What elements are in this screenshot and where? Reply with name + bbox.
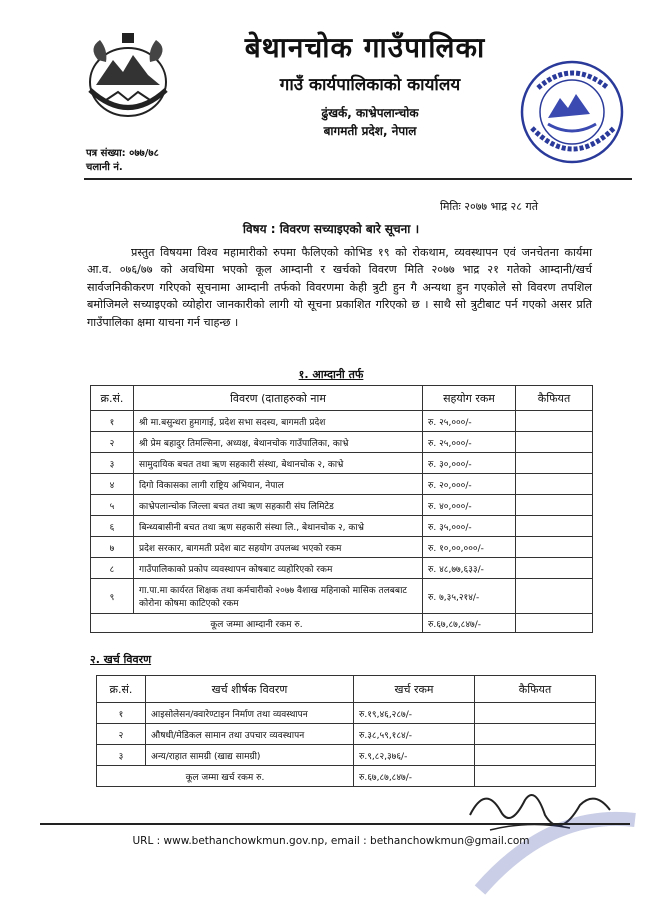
col-desc: विवरण (दाताहरुको नाम [134,386,423,411]
cell-desc: काभ्रेपलान्चोक जिल्ला बचत तथा ऋण सहकारी संघ लिमिटेड [134,495,423,516]
cell-remarks [516,516,593,537]
expense-heading: २. खर्च विवरण [90,653,152,666]
cell-desc: औषधी/मेडिकल सामान तथा उपचार व्यवस्थापन [146,724,354,745]
cell-desc: श्री प्रेम बहादुर तिमल्सिना, अध्यक्ष, बेथानचोक गाउँपालिका, काभ्रे [134,432,423,453]
cell-sn: २ [97,724,146,745]
cell-amount: रु. ३०,०००/- [423,453,516,474]
cell-amount: रु.३८,५९,१८४/- [354,724,475,745]
cell-remarks [516,558,593,579]
total-label: कूल जम्मा आम्दानी रकम रु. [91,614,423,633]
col-sn: क्र.सं. [91,386,134,411]
address-line-2: बागमती प्रदेश, नेपाल [323,124,417,138]
footer-divider [40,823,630,825]
footer-contact: URL : www.bethanchowkmun.gov.np, email : bethanchowkmun@gmail.com [132,835,530,847]
expense-table [96,675,596,787]
table-header-row [97,676,596,703]
header-divider [84,178,632,180]
cell-desc: बिन्ध्यबासीनी बचत तथा ऋण सहकारी संस्था लि., बेथानचोक २, काभ्रे [134,516,423,537]
col-sn: क्र.सं. [97,676,146,703]
cell-desc: सामुदायिक बचत तथा ऋण सहकारी संस्था, बेथानचोक २, काभ्रे [134,453,423,474]
total-label: कूल जम्मा खर्च रकम रु. [97,766,354,787]
cell-sn: ९ [91,579,134,614]
income-heading: १. आम्दानी तर्फ [298,368,364,381]
table-row [91,411,593,432]
table-header-row [91,386,593,411]
col-remarks: कैफियत [475,676,596,703]
office-subtitle: गाउँ कार्यपालिकाको कार्यालय [279,75,461,95]
cell-remarks [516,411,593,432]
body-text [87,244,592,331]
cell-amount: रु. २०,०००/- [423,474,516,495]
cell-desc: गा.पा.मा कार्यरत शिक्षक तथा कर्मचारीको २०७७ वैशाख महिनाको मासिक तलबबाट कोरोना कोषमा काटिएको रकम [134,579,423,614]
municipality-seal-icon [518,58,626,166]
col-desc: खर्च शीर्षक विवरण [146,676,354,703]
cell-sn: ८ [91,558,134,579]
cell-remarks [516,474,593,495]
reference-block [86,147,159,175]
body-paragraph: प्रस्तुत विषयमा विश्व महामारीको रुपमा फैलिएको कोभिड १९ को रोकथाम, व्यवस्थापन एवं जनचेतना कार्यमा आ.व. ०७६/७७ को अवधिमा भएको कूल आम्दानी र खर्चको विवरण मिति २०७७ भाद्र २१ गतेको आम्दानी/खर्च सार्वजनिकीकरण गरिएको सूचनामा आम्दानी तर्फको विवरणमा केही त्रुटी हुन गै अन्यथा हुन गएकोले सो विवरण तपशिल बमोजिमले सच्याइएको व्योहोरा जानकारीको लागी यो सूचना प्रकाशित गरिएको छ । साथै सो त्रुटीबाट पर्न गएको असर प्रति गाउँपालिका क्षमा याचना गर्न चाहन्छ । [87,246,592,329]
cell-sn: ७ [91,537,134,558]
table-row [97,745,596,766]
cell-amount: रु. १०,००,०००/- [423,537,516,558]
letter-number: पत्र संख्या: ०७७/७८ [86,148,159,159]
cell-sn: २ [91,432,134,453]
cell-desc: गाउँपालिकाको प्रकोप व्यवस्थापन कोषबाट व्यहोरिएको रकम [134,558,423,579]
cell-sn: ३ [97,745,146,766]
cell-amount: रु. ४०,०००/- [423,495,516,516]
total-row [91,614,593,633]
table-row [91,558,593,579]
cell-sn: १ [97,703,146,724]
cell-remarks [516,453,593,474]
table-row [91,537,593,558]
cell-remarks [475,703,596,724]
cell-remarks [516,495,593,516]
cell-sn: ३ [91,453,134,474]
address-line-1: ढुंखर्क, काभ्रेपलान्चोक [321,106,419,120]
cell-desc: प्रदेश सरकार, बागमती प्रदेश बाट सहयोग उपलब्ध भएको रकम [134,537,423,558]
cell-desc: दिगो विकासका लागी राष्ट्रिय अभियान, नेपाल [134,474,423,495]
letter-date: मितिः २०७७ भाद्र २८ गते [440,200,538,213]
cell-amount: रु. २५,०००/- [423,411,516,432]
cell-desc: अन्य/राहात सामग्री (खाद्य सामग्री) [146,745,354,766]
cell-desc: श्री मा.बसुन्धरा हुमागाई, प्रदेश सभा सदस्य, बागमती प्रदेश [134,411,423,432]
table-row [91,516,593,537]
table-row [97,724,596,745]
total-amount: रु.६७,८७,८४७/- [423,614,516,633]
cell-sn: ४ [91,474,134,495]
income-table [90,385,593,633]
cell-remarks [475,745,596,766]
col-amount: खर्च रकम [354,676,475,703]
table-row [91,453,593,474]
cell-sn: १ [91,411,134,432]
total-amount: रु.६७,८७,८४७/- [354,766,475,787]
cell-desc: आइसोलेसन/क्वारेण्टाइन निर्माण तथा व्यवस्थापन [146,703,354,724]
table-row [91,579,593,614]
col-remarks: कैफियत [516,386,593,411]
cell-sn: ५ [91,495,134,516]
cell-sn: ६ [91,516,134,537]
subject-line: विषय : विवरण सच्याइएको बारे सूचना । [242,222,420,236]
cell-remarks [516,579,593,614]
cell-amount: रु. ३५,०००/- [423,516,516,537]
cell-remarks [475,724,596,745]
col-amount: सहयोग रकम [423,386,516,411]
dispatch-number: चलानी नं. [86,162,123,173]
table-row [91,474,593,495]
nepal-emblem-icon [78,30,178,125]
municipality-title: बेथानचोक गाउँपालिका [244,31,486,64]
cell-remarks [516,614,593,633]
cell-amount: रु.१९,४६,२८७/- [354,703,475,724]
cell-remarks [516,432,593,453]
cell-amount: रु. ७,३५,२१४/- [423,579,516,614]
table-row [91,495,593,516]
cell-remarks [516,537,593,558]
table-row [97,703,596,724]
cell-amount: रु.९,८२,३७६/- [354,745,475,766]
cell-amount: रु. २५,०००/- [423,432,516,453]
table-row [91,432,593,453]
cell-amount: रु. ४८,७७,६३३/- [423,558,516,579]
